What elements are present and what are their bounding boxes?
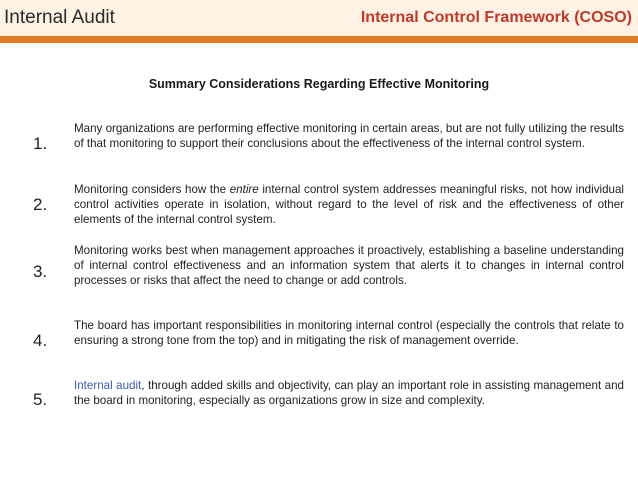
header (0, 0, 638, 36)
item-text-part: , through added skills and objectivity, can play an important role in assisting management and the board in monitoring, especially as organizations grow in size and complexity. (74, 379, 624, 407)
header-accent-bar (0, 36, 638, 43)
header-right-title: Internal Control Framework (COSO) (360, 9, 632, 26)
item-text (74, 378, 624, 408)
item-number: 4. (33, 331, 48, 350)
item-text: The board has important responsibilities in monitoring internal control (especially the controls that relate to ensuring a strong tone from the top) and in mitigating the risk of management override. (74, 319, 624, 347)
item-number: 3. (33, 262, 48, 281)
item-number: 2. (33, 195, 48, 214)
item-number: 5. (33, 390, 48, 409)
page-subtitle: Summary Considerations Regarding Effective Monitoring (148, 77, 490, 91)
header-left-title: Internal Audit (4, 7, 115, 28)
item-text-part: Monitoring considers how the (74, 183, 230, 196)
internal-audit-link[interactable]: Internal audit (74, 379, 142, 392)
item-text-emphasis: entire (229, 183, 259, 196)
item-text-part: internal control system addresses meaningful risks, not how individual control activities operate in isolation, without regard to the level of risk and the effectiveness of other elements of the internal control system. (74, 183, 624, 226)
item-text: Monitoring works best when management approaches it proactively, establishing a baseline understanding of internal control effectiveness and an information system that alerts it to changes in internal control processes or risks that affect the need to change or add controls. (74, 244, 624, 287)
item-text (74, 182, 624, 227)
item-number: 1. (33, 134, 48, 153)
item-text: Many organizations are performing effective monitoring in certain areas, but are not fully utilizing the results of that monitoring to support their conclusions about the effectiveness of the internal control system. (74, 122, 624, 150)
